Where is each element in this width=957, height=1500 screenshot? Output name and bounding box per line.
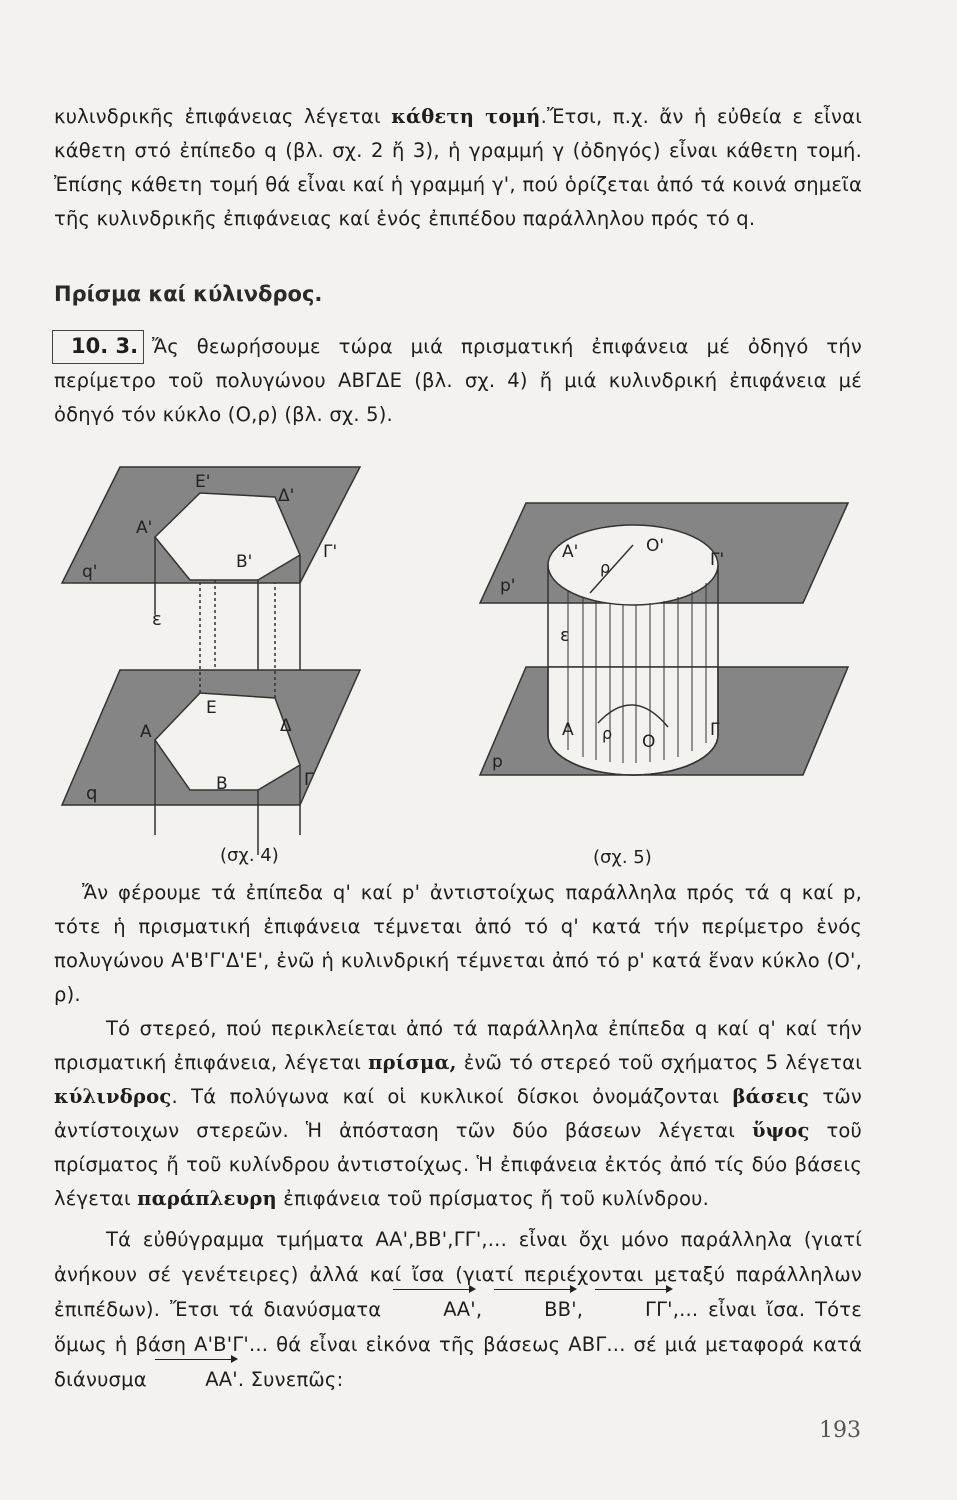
caption-fig5: (σχ. 5) (593, 847, 652, 868)
label-A-prime-cyl: Α' (562, 542, 579, 562)
label-p-prime: p' (500, 576, 516, 596)
label-D: Δ (280, 716, 292, 736)
vector-BB: ΒΒ' (492, 1292, 577, 1327)
label-rho-bottom: ρ (602, 724, 613, 743)
label-O: Ο (642, 732, 656, 752)
label-B-prime: Β' (236, 552, 253, 572)
paragraph-planes: Ἄν φέρουμε τά ἐπίπεδα q' καί p' ἀντιστοίχως παράλληλα πρός τά q καί p, τότε ἡ πρισματική ἐπιφάνεια τέμνεται ἀπό τό q' κατά τήν περίμετρο ἑνός πολυγώνου Α'Β'Γ'Δ'Ε', ἐνῶ ἡ κυλινδρική τέμνεται ἀπό τό p' κατά ἕναν κύκλο (Ο', ρ). (54, 881, 862, 1006)
label-B: Β (216, 774, 228, 794)
label-A: Α (140, 722, 152, 742)
label-q-prime: q' (82, 562, 98, 582)
label-O-prime: Ο' (646, 536, 665, 556)
term-bases: βάσεις (732, 1085, 810, 1108)
term-prism: πρίσμα, (368, 1051, 457, 1074)
label-G-prime-cyl: Γ' (710, 550, 725, 570)
caption-fig4: (σχ. 4) (220, 845, 279, 866)
label-A-prime: Α' (136, 518, 153, 538)
term-height: ὕψος (751, 1119, 810, 1142)
figure-cylinder (478, 495, 853, 840)
section-heading: Πρίσμα καί κύλινδρος. (54, 282, 323, 306)
label-epsilon-cyl: ε (560, 625, 570, 646)
label-A-cyl: Α (562, 720, 574, 740)
paragraph-intro: κυλινδρικῆς ἐπιφάνειας λέγεται κάθετη τομή.Ἔτσι, π.χ. ἄν ἡ εὐθεία ε εἶναι κάθετη στό ἐπίπεδο q (βλ. σχ. 2 ἤ 3), ἡ γραμμή γ (ὀδηγός) εἶναι κάθετη τομή. Ἐπίσης κάθετη τομή θά εἶναι καί ἡ γραμμή γ', πού ὁρίζεται ἀπό τά κοινά σημεῖα τῆς κυλινδρικῆς ἐπιφάνειας καί ἑνός ἐπιπέδου παράλληλου πρός τό q. (54, 105, 863, 230)
label-epsilon: ε (152, 609, 162, 630)
label-E: Ε (206, 698, 217, 718)
label-E-prime: Ε' (195, 472, 211, 492)
figure-prism (60, 455, 380, 860)
vector-AA-translation: ΑΑ' (153, 1362, 238, 1397)
section-number: 10. 3. (52, 330, 144, 364)
label-p: p (492, 752, 503, 772)
vector-GG: ΓΓ' (593, 1292, 673, 1327)
label-G: Γ (304, 770, 314, 790)
label-rho-top: ρ (600, 558, 611, 577)
label-G-cyl: Γ (710, 720, 720, 740)
paragraph-10-3: Ἄς θεωρήσουμε τώρα μιά πρισματική ἐπιφάνεια μέ ὀδηγό τήν περίμετρο τοῦ πολυγώνου ΑΒΓΔΕ (βλ. σχ. 4) ἤ μιά κυλινδρική ἐπιφάνεια μέ ὀδηγό τόν κύκλο (Ο,ρ) (βλ. σχ. 5). (54, 335, 862, 426)
label-q: q (86, 783, 98, 804)
paragraph-vectors: Τά εὐθύγραμμα τμήματα ΑΑ',ΒΒ',ΓΓ',... εἶναι ὄχι μόνο παράλληλα (γιατί ἀνήκουν σέ γενέτειρες) ἀλλά καί ἴσα (γιατί περιέχονται μεταξύ παράλληλων ἐπιπέδων). Ἔτσι τά διανύσματα ΑΑ', ΒΒ', ΓΓ',... εἶναι ἴσα. Τότε ὅμως ἡ βάση Α'Β'Γ'... θά εἶναι εἰκόνα τῆς βάσεως ΑΒΓ... σέ μιά μεταφορά κατά διάνυσμα ΑΑ'. Συνεπῶς: (54, 1222, 862, 1397)
page-number: 193 (819, 1418, 861, 1443)
label-G-prime: Γ' (323, 542, 338, 562)
paragraph-definitions: Τό στερεό, πού περικλείεται ἀπό τά παράλληλα ἐπίπεδα q καί q' καί τήν πρισματική ἐπιφάνεια, λέγεται πρίσμα, ἐνῶ τό στερεό τοῦ σχήματος 5 λέγεται κύλινδρος. Τά πολύγωνα καί οἱ κυκλικοί δίσκοι ὀνομάζονται βάσεις τῶν ἀντίστοιχων στερεῶν. Ἡ ἀπόσταση τῶν δύο βάσεων λέγεται ὕψος τοῦ πρίσματος ἤ τοῦ κυλίνδρου ἀντιστοίχως. Ἡ ἐπιφάνεια ἐκτός ἀπό τίς δύο βάσεις λέγεται παράπλευρη ἐπιφάνεια τοῦ πρίσματος ἤ τοῦ κυλίνδρου. (54, 1017, 863, 1210)
term-kathete-tomi: κάθετη τομή (391, 105, 541, 128)
vector-AA: ΑΑ' (391, 1292, 476, 1327)
label-D-prime: Δ' (278, 486, 295, 506)
term-lateral: παράπλευρη (137, 1187, 277, 1210)
term-cylinder: κύλινδρος (54, 1085, 172, 1108)
